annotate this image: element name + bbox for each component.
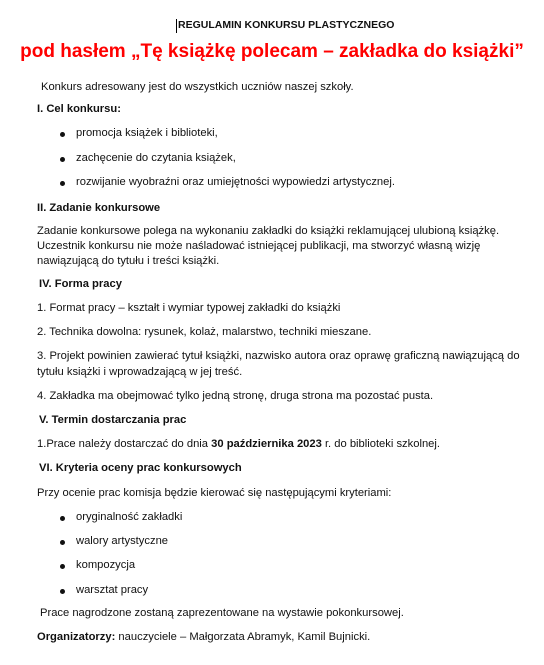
text-cursor	[176, 19, 177, 33]
section-6-intro: Przy ocenie prac komisja będzie kierować się następującymi kryteriami:	[37, 487, 392, 499]
closing-paragraph: Prace nagrodzone zostaną zaprezentowane na wystawie pokonkursowej.	[40, 607, 404, 619]
section-5-heading: V. Termin dostarczania prac	[39, 414, 187, 426]
list-item: kompozycja	[76, 559, 136, 571]
section-2-line: nawiązującą do tytułu i treści książki.	[37, 255, 220, 267]
list-item: walory artystyczne	[76, 535, 169, 547]
intro-paragraph: Konkurs adresowany jest do wszystkich uczniów naszej szkoły.	[41, 81, 354, 93]
organizers-text: nauczyciele – Małgorzata Abramyk, Kamil Bujnicki.	[115, 631, 371, 643]
bullet-icon	[60, 132, 65, 137]
bullet-icon	[60, 540, 65, 545]
bullet-icon	[60, 157, 65, 162]
section-2-heading: II. Zadanie konkursowe	[37, 202, 161, 214]
bullet-icon	[60, 589, 65, 594]
organizers-label: Organizatorzy:	[37, 631, 116, 643]
list-item: rozwijanie wyobraźni oraz umiejętności wypowiedzi artystycznej.	[76, 176, 395, 188]
document-subtitle: pod hasłem „Tę książkę polecam – zakładka do książki”	[20, 41, 524, 62]
section-4-point-2: 2. Technika dowolna: rysunek, kolaż, malarstwo, techniki mieszane.	[37, 326, 372, 338]
deadline-suffix: r. do biblioteki szkolnej.	[321, 438, 440, 450]
section-4-heading: IV. Forma pracy	[39, 278, 122, 290]
list-item: oryginalność zakładki	[76, 511, 183, 523]
section-5-point-1	[37, 438, 440, 450]
section-4-point-1: 1. Format pracy – kształt i wymiar typowej zakładki do książki	[37, 302, 341, 314]
bullet-icon	[60, 516, 65, 521]
section-6-heading: VI. Kryteria oceny prac konkursowych	[39, 462, 242, 474]
document-title-text: REGULAMIN KONKURSU PLASTYCZNEGO	[178, 19, 395, 31]
list-item: promocja książek i biblioteki,	[76, 127, 218, 139]
section-2-line: Zadanie konkursowe polega na wykonaniu zakładki do książki reklamującej ulubioną książkę.	[37, 225, 500, 237]
document-title	[178, 19, 394, 31]
organizers-line	[37, 631, 370, 643]
bullet-icon	[60, 181, 65, 186]
section-4-point-4: 4. Zakładka ma obejmować tylko jedną stronę, druga strona ma pozostać pusta.	[37, 390, 434, 402]
list-item: zachęcenie do czytania książek,	[76, 152, 236, 164]
bullet-icon	[60, 564, 65, 569]
section-2-line: Uczestnik konkursu nie może naśladować istniejącej publikacji, ma stworzyć własną wizję	[37, 240, 481, 252]
list-item: warsztat pracy	[76, 584, 149, 596]
deadline-prefix: 1.Prace należy dostarczać do dnia	[37, 438, 212, 450]
section-1-heading: I. Cel konkursu:	[37, 103, 121, 115]
section-4-point-3a: 3. Projekt powinien zawierać tytuł książki, nazwisko autora oraz oprawę graficzną nawiązującą do	[37, 350, 520, 362]
deadline-date: 30 października 2023	[211, 438, 322, 450]
section-4-point-3b: tytułu książki i wprowadzającą w jej treść.	[37, 366, 243, 378]
